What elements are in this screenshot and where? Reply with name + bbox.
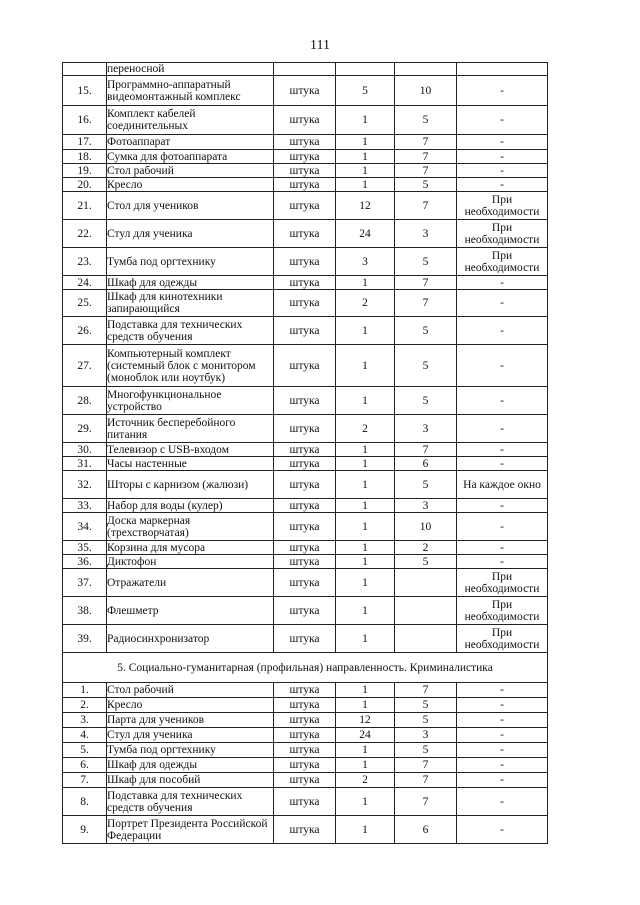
item-name: Источник бесперебойного питания — [107, 415, 274, 443]
service-life-cell — [395, 63, 457, 76]
unit-cell: штука — [274, 220, 336, 248]
table-row — [63, 471, 548, 499]
service-life-cell: 7 — [395, 276, 457, 290]
quantity-cell: 1 — [336, 625, 395, 653]
table-row — [63, 76, 548, 106]
note-cell: - — [457, 555, 548, 569]
quantity-cell: 5 — [336, 76, 395, 106]
quantity-cell: 1 — [336, 698, 395, 713]
item-name: Часы настенные — [107, 457, 274, 471]
service-life-cell: 3 — [395, 728, 457, 743]
item-name: Шкаф для пособий — [107, 773, 274, 788]
section-title: 5. Социально-гуманитарная (профильная) направленность. Криминалистика — [63, 653, 548, 683]
table-row — [63, 728, 548, 743]
service-life-cell: 10 — [395, 76, 457, 106]
quantity-cell: 1 — [336, 555, 395, 569]
table-row — [63, 788, 548, 816]
table-row — [63, 290, 548, 317]
quantity-cell: 1 — [336, 150, 395, 164]
table-row — [63, 220, 548, 248]
item-name: Диктофон — [107, 555, 274, 569]
unit-cell: штука — [274, 345, 336, 387]
note-cell: При необходимости — [457, 625, 548, 653]
item-name: Радиосинхронизатор — [107, 625, 274, 653]
item-name: Телевизор с USB-входом — [107, 443, 274, 457]
item-name: Тумба под оргтехнику — [107, 743, 274, 758]
note-cell — [457, 63, 548, 76]
quantity-cell: 1 — [336, 178, 395, 192]
table-row — [63, 499, 548, 513]
note-cell: - — [457, 276, 548, 290]
quantity-cell: 1 — [336, 597, 395, 625]
quantity-cell: 1 — [336, 683, 395, 698]
item-name: Набор для воды (кулер) — [107, 499, 274, 513]
quantity-cell: 1 — [336, 443, 395, 457]
note-cell: При необходимости — [457, 192, 548, 220]
row-number: 26. — [63, 317, 107, 345]
service-life-cell: 6 — [395, 816, 457, 844]
item-name: Стол рабочий — [107, 683, 274, 698]
row-number: 18. — [63, 150, 107, 164]
unit-cell: штука — [274, 597, 336, 625]
quantity-cell: 1 — [336, 513, 395, 541]
service-life-cell: 7 — [395, 290, 457, 317]
item-name: Многофункциональное устройство — [107, 387, 274, 415]
table-row — [63, 816, 548, 844]
service-life-cell: 5 — [395, 178, 457, 192]
unit-cell: штука — [274, 415, 336, 443]
service-life-cell: 2 — [395, 541, 457, 555]
section-header-row — [63, 653, 548, 683]
table-row — [63, 713, 548, 728]
table-row — [63, 345, 548, 387]
item-name: Шкаф для одежды — [107, 758, 274, 773]
item-name: Корзина для мусора — [107, 541, 274, 555]
note-cell: - — [457, 387, 548, 415]
quantity-cell: 2 — [336, 773, 395, 788]
service-life-cell: 7 — [395, 150, 457, 164]
unit-cell: штука — [274, 192, 336, 220]
note-cell: - — [457, 499, 548, 513]
row-number: 25. — [63, 290, 107, 317]
quantity-cell: 1 — [336, 541, 395, 555]
unit-cell: штука — [274, 713, 336, 728]
note-cell: - — [457, 135, 548, 150]
item-name: Тумба под оргтехнику — [107, 248, 274, 276]
service-life-cell: 5 — [395, 248, 457, 276]
service-life-cell: 7 — [395, 773, 457, 788]
row-number: 29. — [63, 415, 107, 443]
quantity-cell: 1 — [336, 457, 395, 471]
unit-cell: штука — [274, 135, 336, 150]
service-life-cell: 5 — [395, 471, 457, 499]
row-number: 5. — [63, 743, 107, 758]
quantity-cell: 1 — [336, 276, 395, 290]
quantity-cell: 3 — [336, 248, 395, 276]
service-life-cell: 7 — [395, 443, 457, 457]
row-number: 27. — [63, 345, 107, 387]
service-life-cell: 5 — [395, 387, 457, 415]
unit-cell: штука — [274, 443, 336, 457]
row-number — [63, 63, 107, 76]
row-number: 19. — [63, 164, 107, 178]
service-life-cell — [395, 625, 457, 653]
service-life-cell: 3 — [395, 499, 457, 513]
unit-cell: штука — [274, 683, 336, 698]
table-row — [63, 135, 548, 150]
note-cell: - — [457, 317, 548, 345]
note-cell: - — [457, 743, 548, 758]
row-number: 28. — [63, 387, 107, 415]
unit-cell: штука — [274, 816, 336, 844]
item-name: Стол для учеников — [107, 192, 274, 220]
table-row — [63, 443, 548, 457]
table-row — [63, 63, 548, 76]
service-life-cell: 3 — [395, 415, 457, 443]
unit-cell: штука — [274, 457, 336, 471]
unit-cell: штука — [274, 773, 336, 788]
table-row — [63, 569, 548, 597]
item-name: Стул для ученика — [107, 220, 274, 248]
note-cell: - — [457, 773, 548, 788]
table-row — [63, 106, 548, 135]
note-cell: - — [457, 683, 548, 698]
item-name: Программно-аппаратный видеомонтажный комплекс — [107, 76, 274, 106]
item-name: Комплект кабелей соединительных — [107, 106, 274, 135]
row-number: 31. — [63, 457, 107, 471]
service-life-cell: 7 — [395, 683, 457, 698]
note-cell: - — [457, 541, 548, 555]
row-number: 16. — [63, 106, 107, 135]
note-cell: - — [457, 816, 548, 844]
note-cell: При необходимости — [457, 597, 548, 625]
service-life-cell: 7 — [395, 164, 457, 178]
quantity-cell: 1 — [336, 164, 395, 178]
unit-cell: штука — [274, 248, 336, 276]
service-life-cell: 7 — [395, 758, 457, 773]
item-name: Стул для ученика — [107, 728, 274, 743]
row-number: 4. — [63, 728, 107, 743]
unit-cell: штука — [274, 625, 336, 653]
unit-cell: штука — [274, 106, 336, 135]
quantity-cell: 1 — [336, 317, 395, 345]
row-number: 33. — [63, 499, 107, 513]
service-life-cell: 5 — [395, 345, 457, 387]
item-name: Доска маркерная (трехстворчатая) — [107, 513, 274, 541]
table-row — [63, 555, 548, 569]
service-life-cell: 7 — [395, 135, 457, 150]
quantity-cell: 12 — [336, 713, 395, 728]
service-life-cell — [395, 597, 457, 625]
table-row — [63, 683, 548, 698]
service-life-cell: 5 — [395, 698, 457, 713]
item-name: переносной — [107, 63, 274, 76]
table-row — [63, 276, 548, 290]
service-life-cell: 5 — [395, 555, 457, 569]
quantity-cell: 24 — [336, 220, 395, 248]
item-name: Флешметр — [107, 597, 274, 625]
item-name: Фотоаппарат — [107, 135, 274, 150]
equipment-table — [62, 62, 548, 844]
unit-cell: штука — [274, 728, 336, 743]
item-name: Шкаф для одежды — [107, 276, 274, 290]
note-cell: - — [457, 345, 548, 387]
page-number: 111 — [310, 38, 330, 53]
row-number: 15. — [63, 76, 107, 106]
row-number: 36. — [63, 555, 107, 569]
note-cell: - — [457, 513, 548, 541]
quantity-cell: 2 — [336, 415, 395, 443]
unit-cell: штука — [274, 178, 336, 192]
quantity-cell: 1 — [336, 135, 395, 150]
note-cell: При необходимости — [457, 248, 548, 276]
row-number: 24. — [63, 276, 107, 290]
row-number: 35. — [63, 541, 107, 555]
quantity-cell: 1 — [336, 743, 395, 758]
quantity-cell: 1 — [336, 499, 395, 513]
unit-cell: штука — [274, 276, 336, 290]
service-life-cell: 7 — [395, 788, 457, 816]
note-cell: При необходимости — [457, 569, 548, 597]
quantity-cell: 1 — [336, 569, 395, 597]
item-name: Кресло — [107, 178, 274, 192]
note-cell: - — [457, 788, 548, 816]
quantity-cell: 1 — [336, 345, 395, 387]
item-name: Портрет Президента Российской Федерации — [107, 816, 274, 844]
table-row — [63, 415, 548, 443]
quantity-cell: 1 — [336, 387, 395, 415]
table-row — [63, 248, 548, 276]
row-number: 3. — [63, 713, 107, 728]
table-row — [63, 773, 548, 788]
table-row — [63, 387, 548, 415]
note-cell: - — [457, 698, 548, 713]
table-row — [63, 192, 548, 220]
table-row — [63, 178, 548, 192]
row-number: 6. — [63, 758, 107, 773]
note-cell: - — [457, 758, 548, 773]
note-cell: - — [457, 713, 548, 728]
table-row — [63, 597, 548, 625]
table-row — [63, 743, 548, 758]
unit-cell: штука — [274, 743, 336, 758]
unit-cell: штука — [274, 150, 336, 164]
unit-cell: штука — [274, 164, 336, 178]
unit-cell: штука — [274, 788, 336, 816]
table-row — [63, 150, 548, 164]
item-name: Стол рабочий — [107, 164, 274, 178]
unit-cell — [274, 63, 336, 76]
service-life-cell: 5 — [395, 317, 457, 345]
service-life-cell: 5 — [395, 743, 457, 758]
row-number: 20. — [63, 178, 107, 192]
unit-cell: штука — [274, 471, 336, 499]
item-name: Подставка для технических средств обучения — [107, 317, 274, 345]
row-number: 37. — [63, 569, 107, 597]
quantity-cell — [336, 63, 395, 76]
note-cell: - — [457, 728, 548, 743]
note-cell: На каждое окно — [457, 471, 548, 499]
service-life-cell: 10 — [395, 513, 457, 541]
unit-cell: штука — [274, 569, 336, 597]
quantity-cell: 1 — [336, 788, 395, 816]
item-name: Шкаф для кинотехники запирающийся — [107, 290, 274, 317]
quantity-cell: 1 — [336, 106, 395, 135]
unit-cell: штука — [274, 290, 336, 317]
row-number: 17. — [63, 135, 107, 150]
note-cell: При необходимости — [457, 220, 548, 248]
row-number: 22. — [63, 220, 107, 248]
note-cell: - — [457, 178, 548, 192]
unit-cell: штука — [274, 76, 336, 106]
unit-cell: штука — [274, 541, 336, 555]
unit-cell: штука — [274, 758, 336, 773]
unit-cell: штука — [274, 499, 336, 513]
item-name: Сумка для фотоаппарата — [107, 150, 274, 164]
row-number: 7. — [63, 773, 107, 788]
note-cell: - — [457, 457, 548, 471]
item-name: Кресло — [107, 698, 274, 713]
table-row — [63, 457, 548, 471]
table-row — [63, 758, 548, 773]
item-name: Шторы с карнизом (жалюзи) — [107, 471, 274, 499]
row-number: 32. — [63, 471, 107, 499]
quantity-cell: 2 — [336, 290, 395, 317]
row-number: 21. — [63, 192, 107, 220]
service-life-cell: 6 — [395, 457, 457, 471]
unit-cell: штука — [274, 513, 336, 541]
note-cell: - — [457, 443, 548, 457]
unit-cell: штука — [274, 387, 336, 415]
note-cell: - — [457, 150, 548, 164]
table-row — [63, 541, 548, 555]
row-number: 39. — [63, 625, 107, 653]
note-cell: - — [457, 415, 548, 443]
quantity-cell: 12 — [336, 192, 395, 220]
row-number: 8. — [63, 788, 107, 816]
note-cell: - — [457, 106, 548, 135]
row-number: 38. — [63, 597, 107, 625]
item-name: Подставка для технических средств обучения — [107, 788, 274, 816]
quantity-cell: 1 — [336, 758, 395, 773]
quantity-cell: 1 — [336, 471, 395, 499]
unit-cell: штука — [274, 555, 336, 569]
table-row — [63, 698, 548, 713]
row-number: 23. — [63, 248, 107, 276]
table-row — [63, 513, 548, 541]
service-life-cell: 7 — [395, 192, 457, 220]
service-life-cell — [395, 569, 457, 597]
note-cell: - — [457, 164, 548, 178]
item-name: Отражатели — [107, 569, 274, 597]
row-number: 2. — [63, 698, 107, 713]
row-number: 9. — [63, 816, 107, 844]
row-number: 34. — [63, 513, 107, 541]
service-life-cell: 5 — [395, 106, 457, 135]
row-number: 30. — [63, 443, 107, 457]
quantity-cell: 24 — [336, 728, 395, 743]
unit-cell: штука — [274, 317, 336, 345]
note-cell: - — [457, 290, 548, 317]
table-row — [63, 317, 548, 345]
item-name: Компьютерный комплект (системный блок с монитором (моноблок или ноутбук) — [107, 345, 274, 387]
note-cell: - — [457, 76, 548, 106]
service-life-cell: 5 — [395, 713, 457, 728]
item-name: Парта для учеников — [107, 713, 274, 728]
service-life-cell: 3 — [395, 220, 457, 248]
table-row — [63, 164, 548, 178]
row-number: 1. — [63, 683, 107, 698]
quantity-cell: 1 — [336, 816, 395, 844]
table-row — [63, 625, 548, 653]
unit-cell: штука — [274, 698, 336, 713]
